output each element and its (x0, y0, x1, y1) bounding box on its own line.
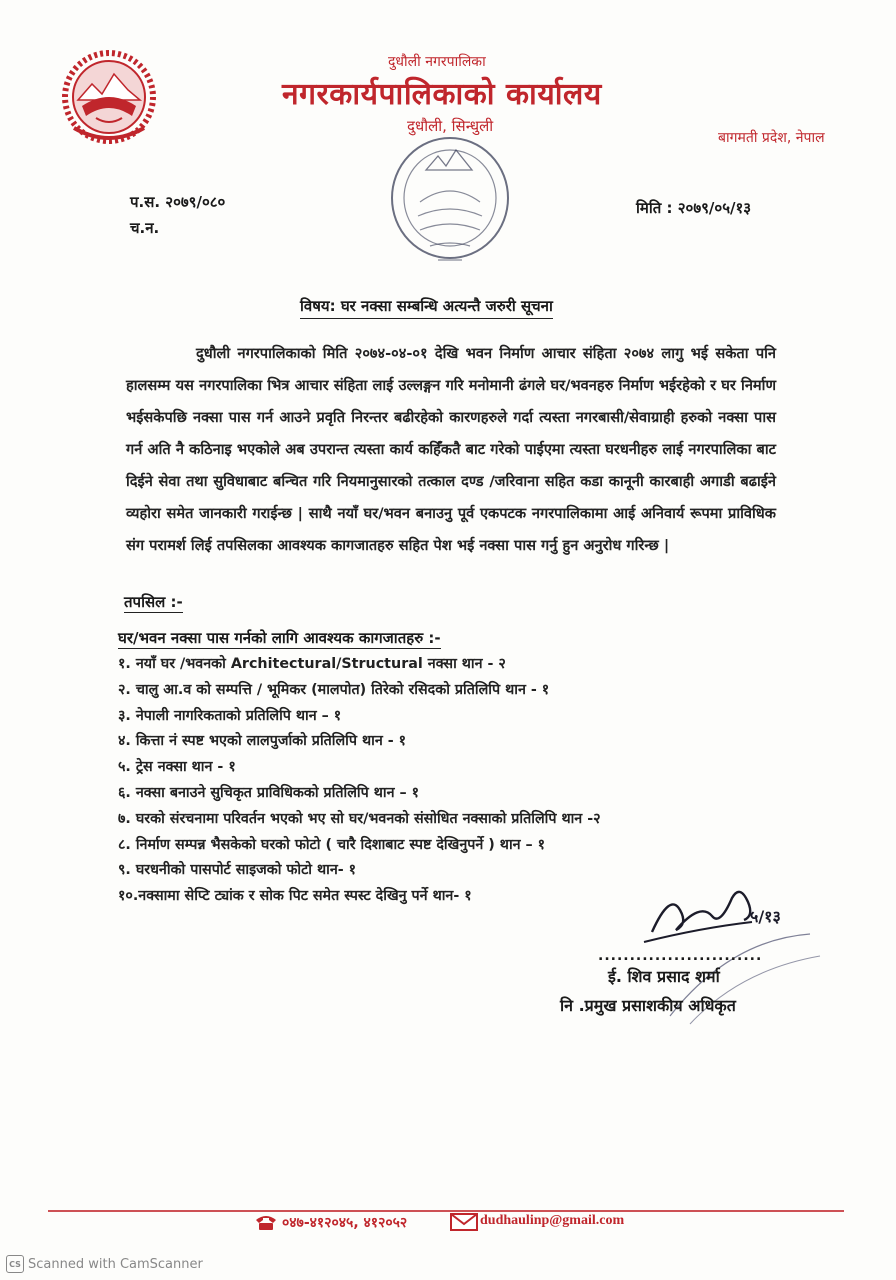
signatory-title: नि .प्रमुख प्रसाशकीय अधिकृत (560, 996, 736, 1015)
list-item: १०.नक्सामा सेप्टि ट्यांक र सोक पिट समेत स्पस्ट देखिनु पर्ने थान- १ (118, 888, 472, 905)
province-label: बागमती प्रदेश, नेपाल (718, 130, 825, 146)
signatory-name: ई. शिव प्रसाद शर्मा (608, 967, 720, 986)
list-item: ९. घरधनीको पासपोर्ट साइजको फोटो थान- १ (118, 862, 357, 879)
camscanner-watermark (6, 1255, 203, 1273)
list-item: २. चालु आ.व को सम्पत्ति / भूमिकर (मालपोत) तिरेको रसिदको प्रतिलिपि थान - १ (118, 681, 550, 698)
required-documents-list (118, 652, 601, 910)
nepal-emblem-logo (52, 44, 166, 150)
email-icon (450, 1213, 478, 1231)
office-title: नगरकार्यपालिकाको कार्यालय (282, 77, 602, 112)
notice-body: दुधौली नगरपालिकाको मिति २०७४-०४-०१ देखि भवन निर्माण आचार संहिता २०७४ लागु भई सकेता पनि हालसम्म यस नगरपालिका भित्र आचार संहिता लाई उल्लङ्गन गरि मनोमानी ढंगले घर/भवनहरु निर्माण भईरहेको र घर निर्माण भईसकेपछि नक्सा पास गर्न आउने प्रवृति निरन्तर बढीरहेको कारणहरुले गर्दा त्यस्ता नगरबासी/सेवाग्राही हरुको नक्सा पास गर्न अति नै कठिनाइ भएकोले अब उपरान्त त्यस्ता कार्य कहिँकतै बाट गरेको पाईएमा त्यस्ता घरधनीहरु लाई नगरपालिका बाट दिईने सेवा तथा सुविधाबाट बन्चित गरि नियमानुसारको तत्काल दण्ड /जरिवाना सहित कडा कानूनी कारबाही अगाडी बढाईने व्यहोरा समेत जानकारी गराईन्छ | साथै नयाँ घर/भवन बनाउनु पूर्व एकपटक नगरपालिकामा आई अनिवार्य रूपमा प्राविधिक संग परामर्श लिई तपसिलका आवश्यक कागजातहरु सहित पेश भई नक्सा पास गर्नु हुन अनुरोध गरिन्छ | (126, 345, 776, 554)
schedule-heading: तपसिल :- (124, 593, 183, 611)
footer-email: dudhaulinp@gmail.com (480, 1213, 625, 1228)
phone-icon (254, 1212, 278, 1232)
camscanner-logo-icon: CS (6, 1255, 24, 1273)
dispatch-number: च.न. (130, 219, 160, 237)
footer-divider (48, 1210, 844, 1212)
documents-heading: घर/भवन नक्सा पास गर्नको लागि आवश्यक कागजातहरु :- (118, 629, 441, 647)
list-item: ५. ट्रेस नक्सा थान - १ (118, 759, 236, 776)
letter-date: मिति : २०७९/०५/१३ (636, 199, 752, 217)
svg-text:५/१३: ५/१३ (750, 907, 781, 926)
reference-number: प.स. २०७९/०८० (130, 193, 226, 211)
list-item: ४. कित्ता नं स्पष्ट भएको लालपुर्जाको प्रतिलिपि थान - १ (118, 733, 407, 750)
list-item: ८. निर्माण सम्पन्न भैसकेको घरको फोटो ( चारै दिशाबाट स्पष्ट देखिनुपर्ने ) थान – १ (118, 836, 546, 853)
office-address: दुधौली, सिन्धुली (407, 117, 494, 135)
municipality-name: दुधौली नगरपालिका (388, 54, 486, 70)
office-seal-stamp (380, 130, 520, 276)
list-item: १. नयाँ घर /भवनको Architectural/Structural नक्सा थान - २ (118, 656, 506, 672)
subject-line: विषय: घर नक्सा सम्बन्धि अत्यन्तै जरुरी सूचना (300, 296, 553, 319)
list-item: ३. नेपाली नागरिकताको प्रतिलिपि थान – १ (118, 707, 342, 724)
signature-dots: .......................... (598, 948, 763, 964)
camscanner-text: Scanned with CamScanner (28, 1256, 203, 1272)
footer-phone: ०४७-४१२०४५, ४१२०५२ (282, 1215, 408, 1231)
list-item: ६. नक्सा बनाउने सुचिकृत प्राविधिकको प्रतिलिपि थान – १ (118, 784, 420, 801)
list-item: ७. घरको संरचनामा परिवर्तन भएको भए सो घर/भवनको संसोधित नक्साको प्रतिलिपि थान -२ (118, 810, 601, 827)
